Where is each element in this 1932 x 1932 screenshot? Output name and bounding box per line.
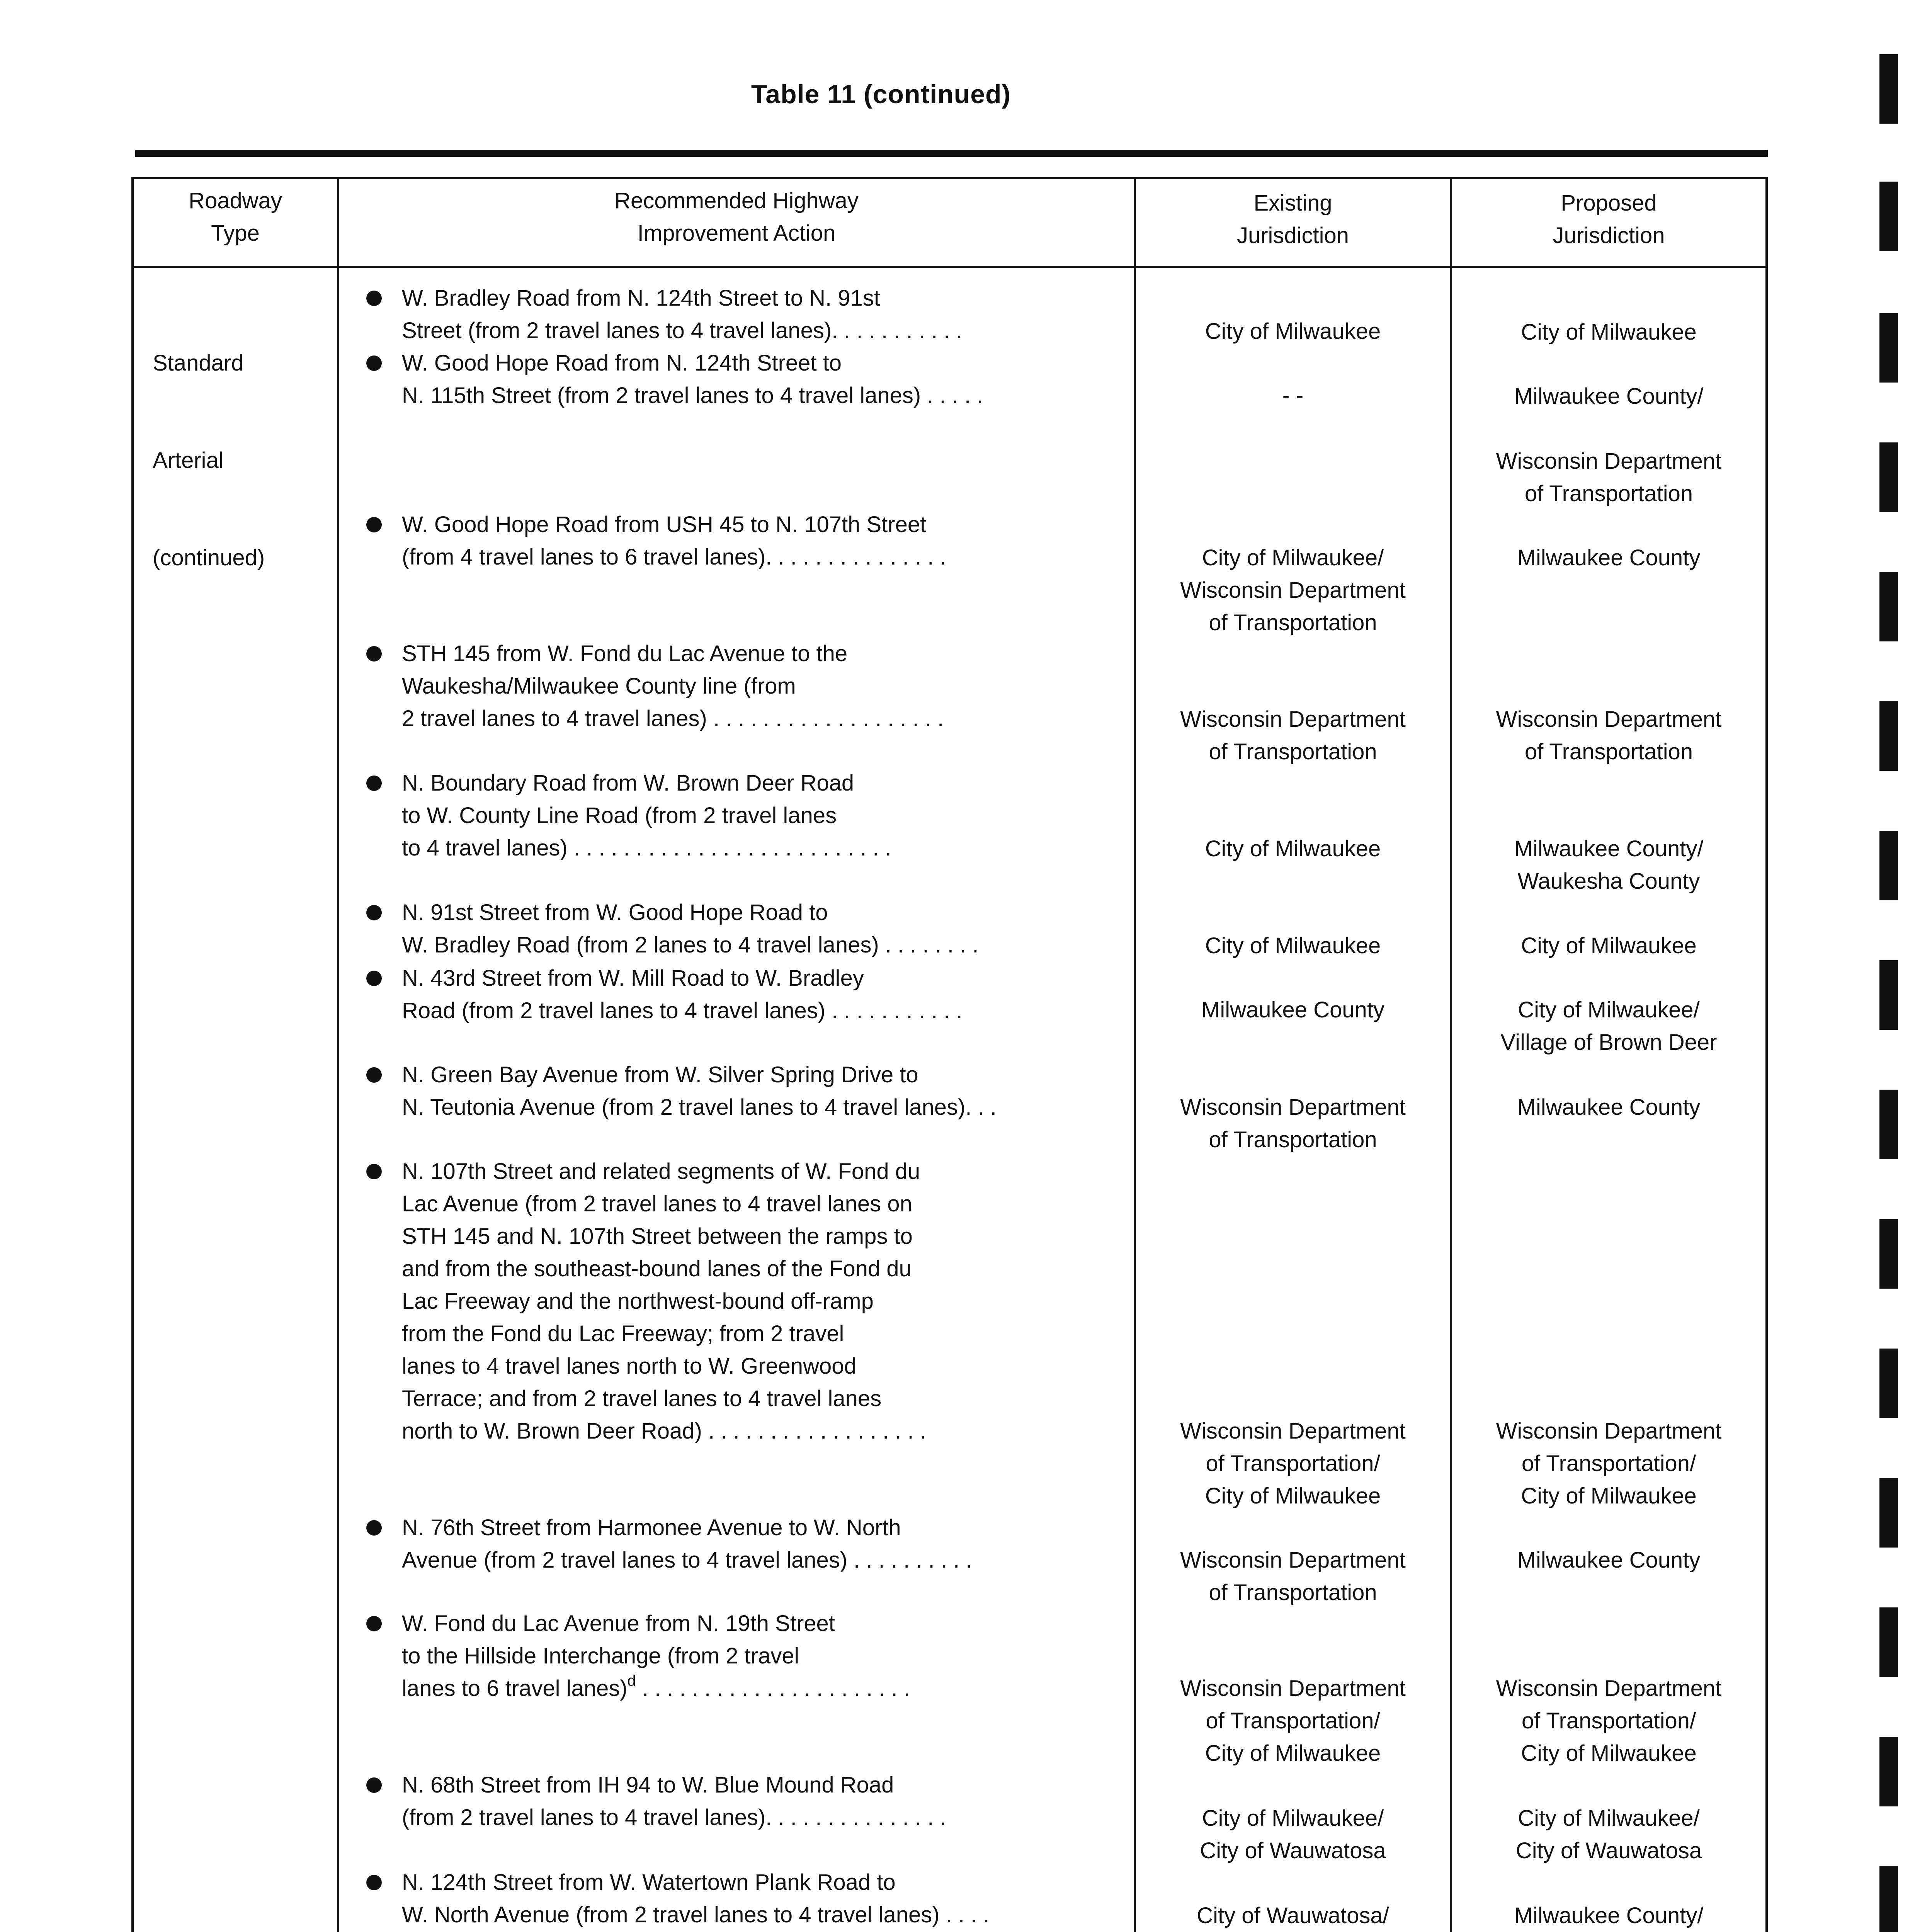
- action-text: N. Teutonia Avenue (from 2 travel lanes to 4 travel lanes). . .: [402, 1095, 997, 1120]
- binding-mark: [1879, 54, 1898, 124]
- existing-jurisdiction-line: Milwaukee County: [1201, 997, 1384, 1022]
- existing-jurisdiction-line: of Transportation: [1209, 610, 1377, 635]
- bullet-icon: [366, 1520, 382, 1536]
- proposed-jurisdiction-line: City of Milwaukee/: [1518, 997, 1700, 1022]
- proposed-jurisdiction-line: Wisconsin Department: [1496, 1676, 1722, 1701]
- existing-jurisdiction-line: Wisconsin Department: [1180, 1095, 1406, 1120]
- action-line: [402, 962, 963, 995]
- table-border-right: [1765, 177, 1768, 1932]
- header-existing-jurisdiction: [1136, 187, 1450, 252]
- action-text: Lac Avenue (from 2 travel lanes to 4 travel lanes on: [402, 1191, 912, 1216]
- header-line: Proposed: [1561, 190, 1657, 216]
- action-line: [402, 1607, 910, 1640]
- action-line: [402, 929, 978, 961]
- existing-jurisdiction-line: - -: [1282, 383, 1304, 408]
- action-line: [402, 1059, 997, 1091]
- bullet-icon: [366, 1164, 382, 1179]
- proposed-jurisdiction-line: of Transportation: [1524, 739, 1693, 764]
- action-line: [402, 1899, 990, 1931]
- proposed-jurisdiction: [1452, 542, 1765, 574]
- improvement-action: [402, 896, 978, 961]
- proposed-jurisdiction: [1452, 703, 1765, 768]
- action-text: north to W. Brown Deer Road) . . . . . . . . . . . . . . . . . .: [402, 1418, 926, 1444]
- existing-jurisdiction: [1136, 542, 1450, 639]
- column-divider-1: [337, 177, 339, 1932]
- header-line: Jurisdiction: [1553, 223, 1665, 248]
- bullet-icon: [366, 646, 382, 662]
- existing-jurisdiction-line: City of Milwaukee: [1205, 836, 1381, 861]
- improvement-action: [402, 962, 963, 1027]
- existing-jurisdiction: [1136, 1544, 1450, 1609]
- column-divider-2: [1134, 177, 1136, 1932]
- header-line: Improvement Action: [637, 221, 836, 246]
- header-line: Existing: [1253, 190, 1332, 216]
- proposed-jurisdiction: [1452, 833, 1765, 898]
- existing-jurisdiction: [1136, 315, 1450, 348]
- proposed-jurisdiction-line: [1452, 413, 1765, 445]
- action-text: lanes to 6 travel lanes): [402, 1676, 628, 1701]
- proposed-jurisdiction-line: Milwaukee County: [1517, 545, 1701, 570]
- bullet-icon: [366, 355, 382, 371]
- footnote-marker: d: [627, 1672, 636, 1689]
- proposed-jurisdiction-line: Wisconsin Department: [1496, 1418, 1722, 1444]
- binding-mark: [1879, 572, 1898, 641]
- binding-mark: [1879, 1737, 1898, 1806]
- table-header-divider: [131, 266, 1768, 268]
- existing-jurisdiction-line: of Transportation/: [1206, 1451, 1380, 1476]
- header-line: Type: [211, 221, 260, 246]
- table-title: Table 11 (continued): [751, 80, 1011, 109]
- leader-dots: . . . . . . . . . . . . . . . . . . . . . .: [636, 1676, 910, 1701]
- action-text: W. Bradley Road from N. 124th Street to N. 91st: [402, 286, 880, 311]
- action-text: W. North Avenue (from 2 travel lanes to 4 travel lanes) . . . .: [402, 1902, 990, 1927]
- existing-jurisdiction: [1136, 930, 1450, 962]
- action-text: (from 2 travel lanes to 4 travel lanes). . . . . . . . . . . . . . .: [402, 1805, 946, 1830]
- action-line: [402, 995, 963, 1027]
- action-line: [402, 1512, 972, 1544]
- action-line: [402, 1672, 910, 1707]
- existing-jurisdiction-line: Wisconsin Department: [1180, 1548, 1406, 1573]
- action-text: Lac Freeway and the northwest-bound off-ramp: [402, 1289, 874, 1314]
- header-line: Jurisdiction: [1236, 223, 1349, 248]
- action-text: to W. County Line Road (from 2 travel lanes: [402, 803, 837, 828]
- action-line: [402, 1769, 946, 1801]
- action-line: [402, 1544, 972, 1577]
- proposed-jurisdiction: [1452, 1672, 1765, 1770]
- action-text: lanes to 4 travel lanes north to W. Greenwood: [402, 1354, 857, 1379]
- existing-jurisdiction-line: of Transportation: [1209, 1580, 1377, 1605]
- action-text: to the Hillside Interchange (from 2 travel: [402, 1643, 799, 1668]
- bullet-icon: [366, 776, 382, 791]
- binding-mark: [1879, 1219, 1898, 1289]
- action-text: and from the southeast-bound lanes of the Fond du: [402, 1256, 912, 1281]
- action-text: N. 115th Street (from 2 travel lanes to 4 travel lanes) . . . . .: [402, 383, 983, 408]
- proposed-jurisdiction: [1452, 316, 1765, 349]
- existing-jurisdiction-line: of Transportation/: [1206, 1708, 1380, 1733]
- improvement-action: [402, 1769, 946, 1834]
- table-border-left: [131, 177, 134, 1932]
- action-text: W. Bradley Road (from 2 lanes to 4 travel lanes) . . . . . . . .: [402, 932, 979, 957]
- proposed-jurisdiction-line: of Transportation: [1524, 481, 1693, 506]
- proposed-jurisdiction: [1452, 1544, 1765, 1577]
- proposed-jurisdiction-line: Milwaukee County/: [1514, 836, 1704, 861]
- action-line: [402, 1091, 997, 1124]
- action-text: from the Fond du Lac Freeway; from 2 travel: [402, 1321, 844, 1346]
- action-text: N. 107th Street and related segments of W. Fond du: [402, 1159, 920, 1184]
- existing-jurisdiction-line: Wisconsin Department: [1180, 707, 1406, 732]
- existing-jurisdiction-line: Wisconsin Department: [1180, 1418, 1406, 1444]
- proposed-jurisdiction-line: Milwaukee County: [1517, 1548, 1701, 1573]
- action-line: [402, 541, 946, 573]
- improvement-action: [402, 1155, 926, 1447]
- proposed-jurisdiction-line: Wisconsin Department: [1496, 707, 1722, 732]
- existing-jurisdiction-line: City of Wauwatosa: [1200, 1838, 1386, 1863]
- improvement-action: [402, 767, 891, 864]
- proposed-jurisdiction-line: Wisconsin Department: [1496, 449, 1722, 474]
- action-text: N. 124th Street from W. Watertown Plank Road to: [402, 1870, 896, 1895]
- existing-jurisdiction-line: City of Milwaukee/: [1202, 1806, 1384, 1831]
- action-line: [402, 670, 944, 702]
- proposed-jurisdiction-line: Waukesha County: [1517, 869, 1700, 894]
- improvement-action: [402, 1866, 990, 1931]
- existing-jurisdiction: [1136, 1802, 1450, 1867]
- improvement-action: [402, 509, 946, 573]
- proposed-jurisdiction-line: Milwaukee County/: [1514, 1903, 1704, 1928]
- proposed-jurisdiction-line: City of Milwaukee: [1521, 320, 1697, 345]
- bullet-icon: [366, 291, 382, 306]
- action-line: [402, 379, 983, 412]
- action-line: [402, 896, 978, 929]
- proposed-jurisdiction: [1452, 380, 1765, 510]
- action-line: [402, 1866, 990, 1899]
- existing-jurisdiction: [1136, 1672, 1450, 1770]
- improvement-action: [402, 347, 983, 412]
- bullet-icon: [366, 1616, 382, 1631]
- action-line: [402, 1415, 926, 1447]
- action-line: [402, 1801, 946, 1834]
- existing-jurisdiction-line: City of Milwaukee: [1205, 933, 1381, 958]
- action-line: [402, 1155, 926, 1188]
- proposed-jurisdiction: [1452, 1900, 1765, 1932]
- binding-mark: [1879, 701, 1898, 771]
- existing-jurisdiction-line: Wisconsin Department: [1180, 578, 1406, 603]
- action-line: [402, 638, 944, 670]
- binding-mark: [1879, 960, 1898, 1030]
- header-roadway-type: [134, 185, 337, 250]
- action-line: [402, 1640, 910, 1672]
- binding-mark: [1879, 1478, 1898, 1548]
- action-line: [402, 702, 944, 735]
- action-line: [402, 315, 963, 347]
- existing-jurisdiction: [1136, 379, 1450, 412]
- roadway-type-cell: [153, 282, 265, 639]
- binding-mark: [1879, 831, 1898, 900]
- existing-jurisdiction: [1136, 703, 1450, 768]
- proposed-jurisdiction-line: City of Milwaukee: [1521, 1741, 1697, 1766]
- action-line: [402, 1253, 926, 1285]
- action-text: N. Green Bay Avenue from W. Silver Spring Drive to: [402, 1062, 918, 1087]
- roadway-type-line: Standard: [153, 350, 244, 376]
- bullet-icon: [366, 517, 382, 532]
- roadway-type-line: (continued): [153, 545, 265, 570]
- bullet-icon: [366, 1067, 382, 1083]
- header-proposed-jurisdiction: [1452, 187, 1765, 252]
- proposed-jurisdiction-line: City of Milwaukee: [1521, 1483, 1697, 1509]
- action-text: N. 76th Street from Harmonee Avenue to W. North: [402, 1515, 901, 1540]
- action-text: STH 145 from W. Fond du Lac Avenue to the: [402, 641, 848, 666]
- existing-jurisdiction-line: of Transportation: [1209, 1127, 1377, 1152]
- existing-jurisdiction-line: City of Milwaukee: [1205, 1741, 1381, 1766]
- action-line: [402, 282, 963, 315]
- bullet-icon: [366, 1875, 382, 1890]
- existing-jurisdiction: [1136, 994, 1450, 1026]
- binding-mark: [1879, 1866, 1898, 1932]
- action-text: Waukesha/Milwaukee County line (from: [402, 673, 796, 699]
- action-line: [402, 1188, 926, 1220]
- improvement-action: [402, 638, 944, 735]
- proposed-jurisdiction-line: City of Wauwatosa: [1515, 1838, 1702, 1863]
- action-line: [402, 1350, 926, 1383]
- improvement-action: [402, 282, 963, 347]
- proposed-jurisdiction: [1452, 1802, 1765, 1867]
- binding-mark: [1879, 1349, 1898, 1418]
- action-line: [402, 1220, 926, 1253]
- existing-jurisdiction-line: City of Milwaukee: [1205, 319, 1381, 344]
- action-line: [402, 347, 983, 379]
- existing-jurisdiction: [1136, 1415, 1450, 1512]
- binding-mark: [1879, 1090, 1898, 1159]
- action-text: 2 travel lanes to 4 travel lanes) . . . . . . . . . . . . . . . . . . .: [402, 706, 944, 731]
- improvement-action: [402, 1059, 997, 1124]
- action-line: [402, 1318, 926, 1350]
- existing-jurisdiction-line: of Transportation: [1209, 739, 1377, 764]
- binding-mark: [1879, 182, 1898, 251]
- action-line: [402, 1383, 926, 1415]
- proposed-jurisdiction: [1452, 1091, 1765, 1124]
- action-line: [402, 799, 891, 832]
- proposed-jurisdiction-line: of Transportation/: [1521, 1708, 1696, 1733]
- proposed-jurisdiction-line: Milwaukee County: [1517, 1095, 1701, 1120]
- action-text: W. Fond du Lac Avenue from N. 19th Street: [402, 1611, 835, 1636]
- bullet-icon: [366, 905, 382, 920]
- existing-jurisdiction: [1136, 1091, 1450, 1156]
- existing-jurisdiction-line: City of Wauwatosa/: [1197, 1903, 1389, 1928]
- action-line: [402, 1285, 926, 1318]
- action-text: Road (from 2 travel lanes to 4 travel lanes) . . . . . . . . . . .: [402, 998, 963, 1023]
- proposed-jurisdiction: [1452, 1415, 1765, 1512]
- action-line: [402, 509, 946, 541]
- action-text: Terrace; and from 2 travel lanes to 4 travel lanes: [402, 1386, 882, 1411]
- proposed-jurisdiction: [1452, 930, 1765, 962]
- table-border-top: [131, 177, 1768, 179]
- proposed-jurisdiction-line: City of Milwaukee/: [1518, 1806, 1700, 1831]
- improvement-action: [402, 1607, 910, 1707]
- existing-jurisdiction-line: City of Milwaukee/: [1202, 545, 1384, 570]
- header-line: Roadway: [189, 188, 282, 213]
- action-line: [402, 832, 891, 864]
- proposed-jurisdiction-line: Milwaukee County/: [1514, 384, 1704, 409]
- action-text: Street (from 2 travel lanes to 4 travel lanes). . . . . . . . . . .: [402, 318, 963, 343]
- existing-jurisdiction: [1136, 833, 1450, 865]
- bullet-icon: [366, 1777, 382, 1793]
- proposed-jurisdiction-line: of Transportation/: [1521, 1451, 1696, 1476]
- binding-mark: [1879, 313, 1898, 383]
- action-text: to 4 travel lanes) . . . . . . . . . . . . . . . . . . . . . . . . . .: [402, 835, 891, 861]
- action-text: N. 91st Street from W. Good Hope Road to: [402, 900, 828, 925]
- action-text: N. Boundary Road from W. Brown Deer Road: [402, 770, 854, 796]
- header-improvement-action: [339, 185, 1134, 250]
- proposed-jurisdiction-line: Village of Brown Deer: [1500, 1030, 1717, 1055]
- binding-mark: [1879, 1607, 1898, 1677]
- action-line: [402, 767, 891, 799]
- roadway-type-line: Arterial: [153, 448, 224, 473]
- proposed-jurisdiction: [1452, 994, 1765, 1059]
- action-text: N. 43rd Street from W. Mill Road to W. Bradley: [402, 966, 864, 991]
- action-text: STH 145 and N. 107th Street between the ramps to: [402, 1224, 913, 1249]
- existing-jurisdiction-line: City of Milwaukee: [1205, 1483, 1381, 1509]
- action-text: (from 4 travel lanes to 6 travel lanes). . . . . . . . . . . . . . .: [402, 544, 946, 570]
- action-text: W. Good Hope Road from N. 124th Street to: [402, 350, 842, 376]
- title-rule: [135, 150, 1768, 157]
- action-text: W. Good Hope Road from USH 45 to N. 107th Street: [402, 512, 927, 537]
- binding-mark: [1879, 442, 1898, 512]
- proposed-jurisdiction-line: City of Milwaukee: [1521, 933, 1697, 958]
- header-line: Recommended Highway: [614, 188, 859, 213]
- improvement-action: [402, 1512, 972, 1577]
- existing-jurisdiction: [1136, 1900, 1450, 1932]
- action-text: Avenue (from 2 travel lanes to 4 travel lanes) . . . . . . . . . .: [402, 1548, 972, 1573]
- bullet-icon: [366, 971, 382, 986]
- action-text: N. 68th Street from IH 94 to W. Blue Mound Road: [402, 1772, 894, 1798]
- existing-jurisdiction-line: Wisconsin Department: [1180, 1676, 1406, 1701]
